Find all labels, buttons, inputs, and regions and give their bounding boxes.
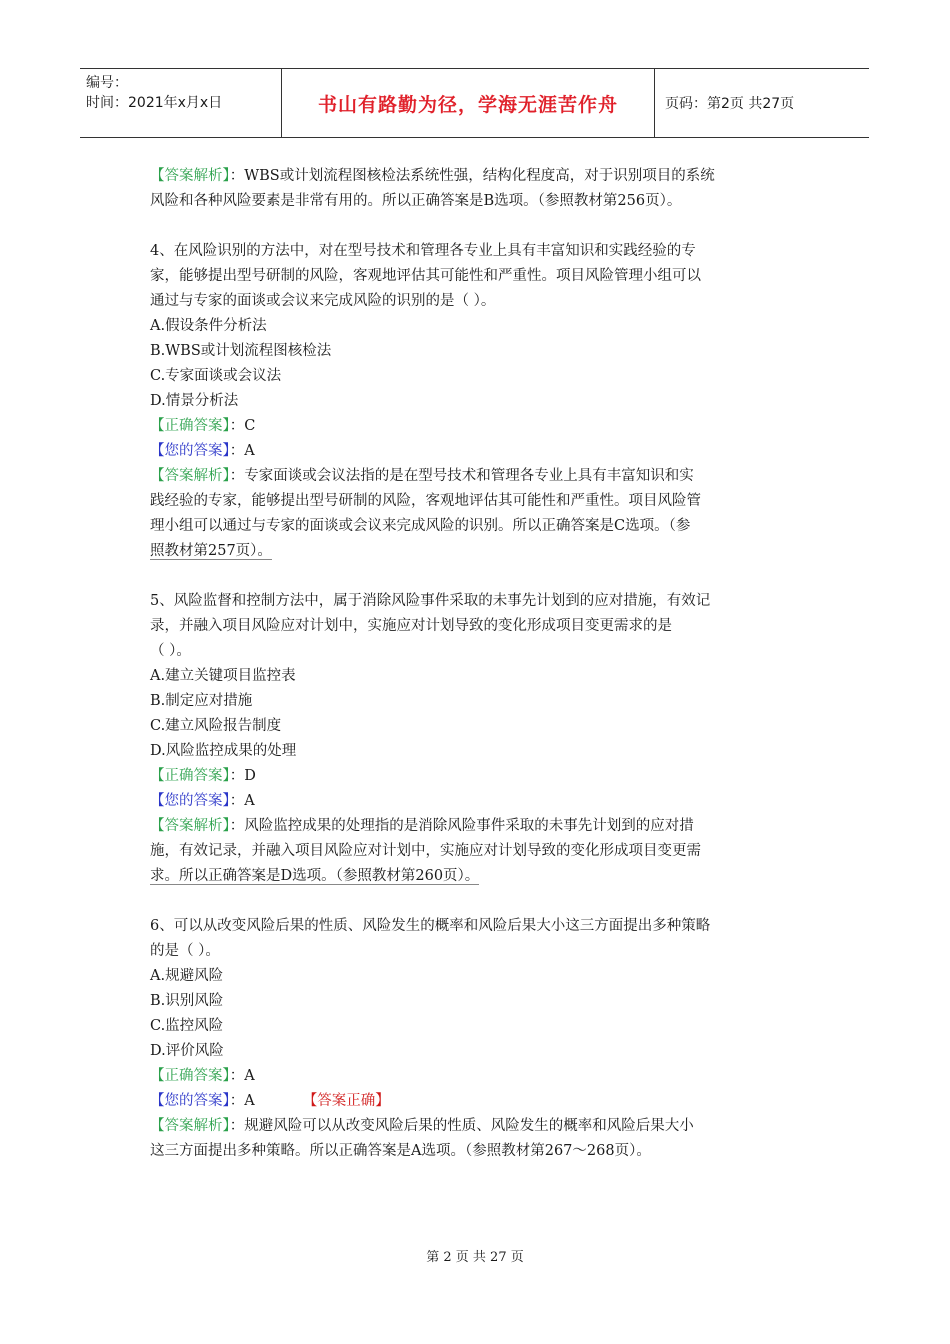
analysis-label: 【答案解析】 xyxy=(150,168,230,184)
q4-option-c: C.专家面谈或会议法 xyxy=(150,368,282,384)
number-label: 编号： xyxy=(86,75,128,91)
q4-stem-line-3: 通过与专家的面谈或会议来完成风险的识别的是（ ）。 xyxy=(150,293,496,309)
q5-stem-line-1: 5、风险监督和控制方法中，属于消除风险事件采取的未事先计划到的应对措施，有效记 xyxy=(150,593,711,609)
header-motto: 书山有路勤为径，学海无涯苦作舟 xyxy=(282,69,655,137)
q5-analysis-line-2: 施，有效记录，并融入项目风险应对计划中，实施应对计划导致的变化形成项目变更需 xyxy=(150,843,701,859)
q6-stem-line-1: 6、可以从改变风险后果的性质、风险发生的概率和风险后果大小这三方面提出多种策略 xyxy=(150,918,711,934)
q4-analysis-line-2: 践经验的专家，能够提出型号研制的风险，客观地评估其可能性和严重性。项目风险管 xyxy=(150,493,701,509)
q5-option-b: B.制定应对措施 xyxy=(150,693,253,709)
q3-analysis-line-1: 【答案解析】：WBS或计划流程图核检法系统性强，结构化程度高，对于识别项目的系统 xyxy=(150,168,715,184)
q6-stem-line-2: 的是（ ）。 xyxy=(150,943,220,959)
q4-your-answer: 【您的答案】：A xyxy=(150,443,255,459)
q6-option-c: C.监控风险 xyxy=(150,1018,224,1034)
q4-analysis-line-1: 【答案解析】：专家面谈或会议法指的是在型号技术和管理各专业上具有丰富知识和实 xyxy=(150,468,694,484)
q5-option-d: D.风险监控成果的处理 xyxy=(150,743,297,759)
q6-correct-answer: 【正确答案】：A xyxy=(150,1068,255,1084)
q3-analysis-line-2: 风险和各种风险要素是非常有用的。所以正确答案是B选项。（参照教材第256页）。 xyxy=(150,193,682,209)
q4-analysis-line-4: 照教材第257页）。 xyxy=(150,543,272,559)
q5-correct-answer: 【正确答案】：D xyxy=(150,768,256,784)
q6-your-answer: 【您的答案】：A 【答案正确】 xyxy=(150,1093,390,1109)
q6-analysis-line-1: 【答案解析】：规避风险可以从改变风险后果的性质、风险发生的概率和风险后果大小 xyxy=(150,1118,694,1134)
q5-stem-line-3: （ ）。 xyxy=(150,643,191,659)
q5-analysis-line-3: 求。所以正确答案是D选项。（参照教材第260页）。 xyxy=(150,868,480,884)
q4-analysis-line-3: 理小组可以通过与专家的面谈或会议来完成风险的识别。所以正确答案是C选项。（参 xyxy=(150,518,691,534)
q5-stem-line-2: 录，并融入项目风险应对计划中，实施应对计划导致的变化形成项目变更需求的是 xyxy=(150,618,672,634)
header-page-info: 页码：第2页 共27页 xyxy=(665,96,795,112)
q4-correct-answer: 【正确答案】：C xyxy=(150,418,256,434)
page-header xyxy=(80,68,869,138)
header-meta xyxy=(80,69,282,137)
document-body xyxy=(150,164,810,1164)
q4-option-b: B.WBS或计划流程图核检法 xyxy=(150,343,332,359)
q5-your-answer: 【您的答案】：A xyxy=(150,793,255,809)
q4-option-d: D.情景分析法 xyxy=(150,393,239,409)
q6-option-b: B.识别风险 xyxy=(150,993,224,1009)
q4-option-a: A.假设条件分析法 xyxy=(150,318,267,334)
answer-correct-badge: 【答案正确】 xyxy=(302,1093,390,1109)
q5-analysis-line-1: 【答案解析】：风险监控成果的处理指的是消除风险事件采取的未事先计划到的应对措 xyxy=(150,818,694,834)
q4-stem-line-2: 家，能够提出型号研制的风险，客观地评估其可能性和严重性。项目风险管理小组可以 xyxy=(150,268,701,284)
q5-option-c: C.建立风险报告制度 xyxy=(150,718,282,734)
time-label: 时间：2021年x月x日 xyxy=(86,95,223,111)
page-footer: 第 2 页 共 27 页 xyxy=(426,1250,524,1265)
q6-option-d: D.评价风险 xyxy=(150,1043,224,1059)
q6-analysis-line-2: 这三方面提出多种策略。所以正确答案是A选项。（参照教材第267～268页）。 xyxy=(150,1143,651,1159)
q4-stem-line-1: 4、在风险识别的方法中，对在型号技术和管理各专业上具有丰富知识和实践经验的专 xyxy=(150,243,696,259)
q5-option-a: A.建立关键项目监控表 xyxy=(150,668,296,684)
q6-option-a: A.规避风险 xyxy=(150,968,224,984)
